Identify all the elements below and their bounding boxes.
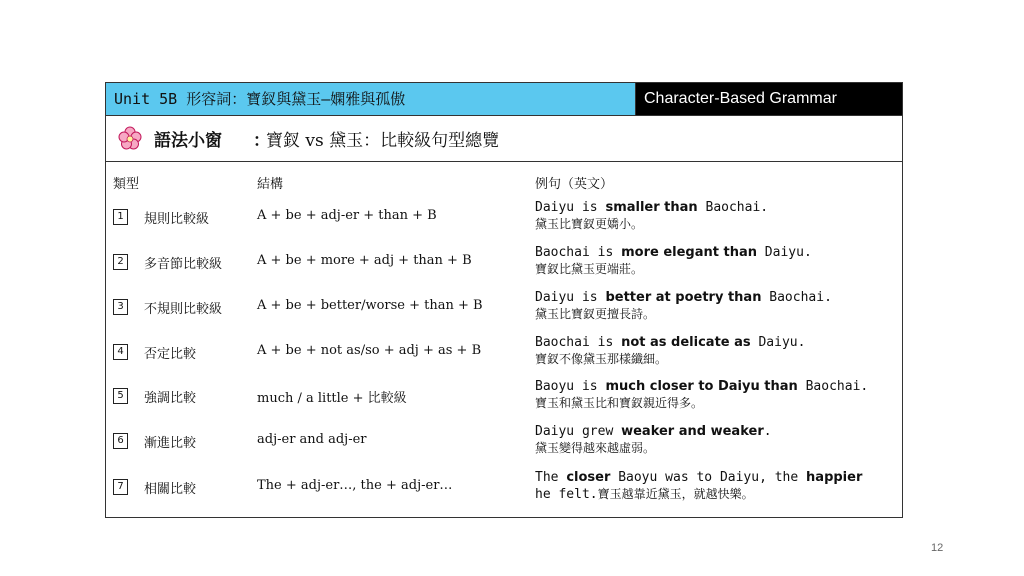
example-chinese: 寶釵不像黛玉那樣纖細。 xyxy=(535,352,668,366)
row-structure: A + be + more + adj + than + B xyxy=(257,253,472,268)
example-text: Baochai is xyxy=(535,335,622,350)
subheading-title: 語法小窗 xyxy=(154,131,222,151)
row-example xyxy=(535,378,868,412)
table-row xyxy=(106,244,902,288)
example-emphasis: weaker and weaker xyxy=(621,424,764,439)
example-text: Daiyu is xyxy=(535,290,606,305)
row-structure: A + be + not as/so + adj + as + B xyxy=(257,343,482,358)
row-number: 5 xyxy=(113,388,128,404)
example-english xyxy=(535,423,772,440)
row-example xyxy=(535,244,812,278)
row-number: 4 xyxy=(113,344,128,360)
row-type: 多音節比較級 xyxy=(144,257,223,272)
row-type: 強調比較 xyxy=(144,391,197,406)
row-number: 1 xyxy=(113,209,128,225)
example-second-line xyxy=(535,306,832,323)
grammar-card xyxy=(105,82,903,518)
row-type: 漸進比較 xyxy=(144,436,197,451)
row-type: 不規則比較級 xyxy=(144,302,223,317)
example-text: Daiyu grew xyxy=(535,424,622,439)
example-english xyxy=(535,469,862,486)
row-example xyxy=(535,289,832,323)
table-row xyxy=(106,289,902,333)
row-number: 3 xyxy=(113,299,128,315)
row-type: 相關比較 xyxy=(144,482,197,497)
table-row xyxy=(106,423,902,467)
example-text: Baoyu was to Daiyu, the xyxy=(610,470,807,485)
unit-title: Unit 5B 形容詞：寶釵與黛玉—嫻雅與孤傲 xyxy=(106,83,636,115)
row-number: 2 xyxy=(113,254,128,270)
example-text: . xyxy=(763,424,772,439)
example-second-line xyxy=(535,395,868,412)
example-english xyxy=(535,378,868,395)
row-example xyxy=(535,423,772,457)
example-text: Baochai. xyxy=(797,379,869,394)
example-second-line xyxy=(535,261,812,278)
example-text: Daiyu. xyxy=(750,335,806,350)
example-second-line xyxy=(535,351,805,368)
table-row xyxy=(106,378,902,422)
example-second-line xyxy=(535,440,772,457)
table-row xyxy=(106,334,902,378)
column-header-type: 類型 xyxy=(113,177,140,192)
row-number: 7 xyxy=(113,479,128,495)
row-structure: adj-er and adj-er xyxy=(257,432,367,447)
example-text: The xyxy=(535,470,567,485)
header-bar xyxy=(106,83,902,116)
row-structure: The + adj-er…, the + adj-er… xyxy=(257,478,453,493)
row-example xyxy=(535,469,862,503)
row-example xyxy=(535,334,805,368)
row-type: 規則比較級 xyxy=(144,212,210,227)
series-title: Character-Based Grammar xyxy=(636,83,902,115)
example-english xyxy=(535,289,832,306)
example-second-line xyxy=(535,486,862,503)
page-number: 12 xyxy=(931,542,944,554)
row-structure: A + be + better/worse + than + B xyxy=(257,298,483,313)
example-second-line xyxy=(535,216,768,233)
subheading xyxy=(106,116,902,162)
example-chinese: 寶釵比黛玉更端莊。 xyxy=(535,262,644,276)
table-row xyxy=(106,199,902,243)
example-english xyxy=(535,199,768,216)
example-chinese: 黛玉比寶釵更嬌小。 xyxy=(535,217,644,231)
example-text: Baochai is xyxy=(535,245,622,260)
subheading-colon: ： xyxy=(253,131,270,151)
column-header-example: 例句（英文） xyxy=(535,177,614,192)
row-example xyxy=(535,199,768,233)
example-emphasis: closer xyxy=(566,470,611,485)
example-chinese: 黛玉比寶釵更擅長詩。 xyxy=(535,307,656,321)
example-emphasis: much closer to Daiyu than xyxy=(605,379,798,394)
example-text: Baochai. xyxy=(697,200,769,215)
table-row xyxy=(106,469,902,513)
example-text: Baochai. xyxy=(761,290,832,305)
row-number: 6 xyxy=(113,433,128,449)
example-emphasis: happier xyxy=(806,470,863,485)
example-text: Baoyu is xyxy=(535,379,606,394)
row-structure: A + be + adj-er + than + B xyxy=(257,208,437,223)
row-structure: much / a little + 比較級 xyxy=(257,391,407,406)
subheading-text: 寶釵 vs 黛玉：比較級句型總覽 xyxy=(266,131,500,151)
example-emphasis: more elegant than xyxy=(621,245,757,260)
example-emphasis: smaller than xyxy=(605,200,698,215)
example-text: Daiyu. xyxy=(756,245,812,260)
example-emphasis: not as delicate as xyxy=(621,335,751,350)
column-header-structure: 結構 xyxy=(257,177,284,192)
example-english xyxy=(535,334,805,351)
row-type: 否定比較 xyxy=(144,347,197,362)
example-chinese: 黛玉變得越來越虛弱。 xyxy=(535,441,656,455)
flower-icon xyxy=(118,126,142,150)
example-text: he felt. xyxy=(535,487,598,502)
example-chinese: 寶玉和黛玉比和寶釵親近得多。 xyxy=(535,396,704,410)
example-english xyxy=(535,244,812,261)
example-chinese: 寶玉越靠近黛玉，就越快樂。 xyxy=(597,487,754,501)
example-emphasis: better at poetry than xyxy=(605,290,762,305)
example-text: Daiyu is xyxy=(535,200,606,215)
